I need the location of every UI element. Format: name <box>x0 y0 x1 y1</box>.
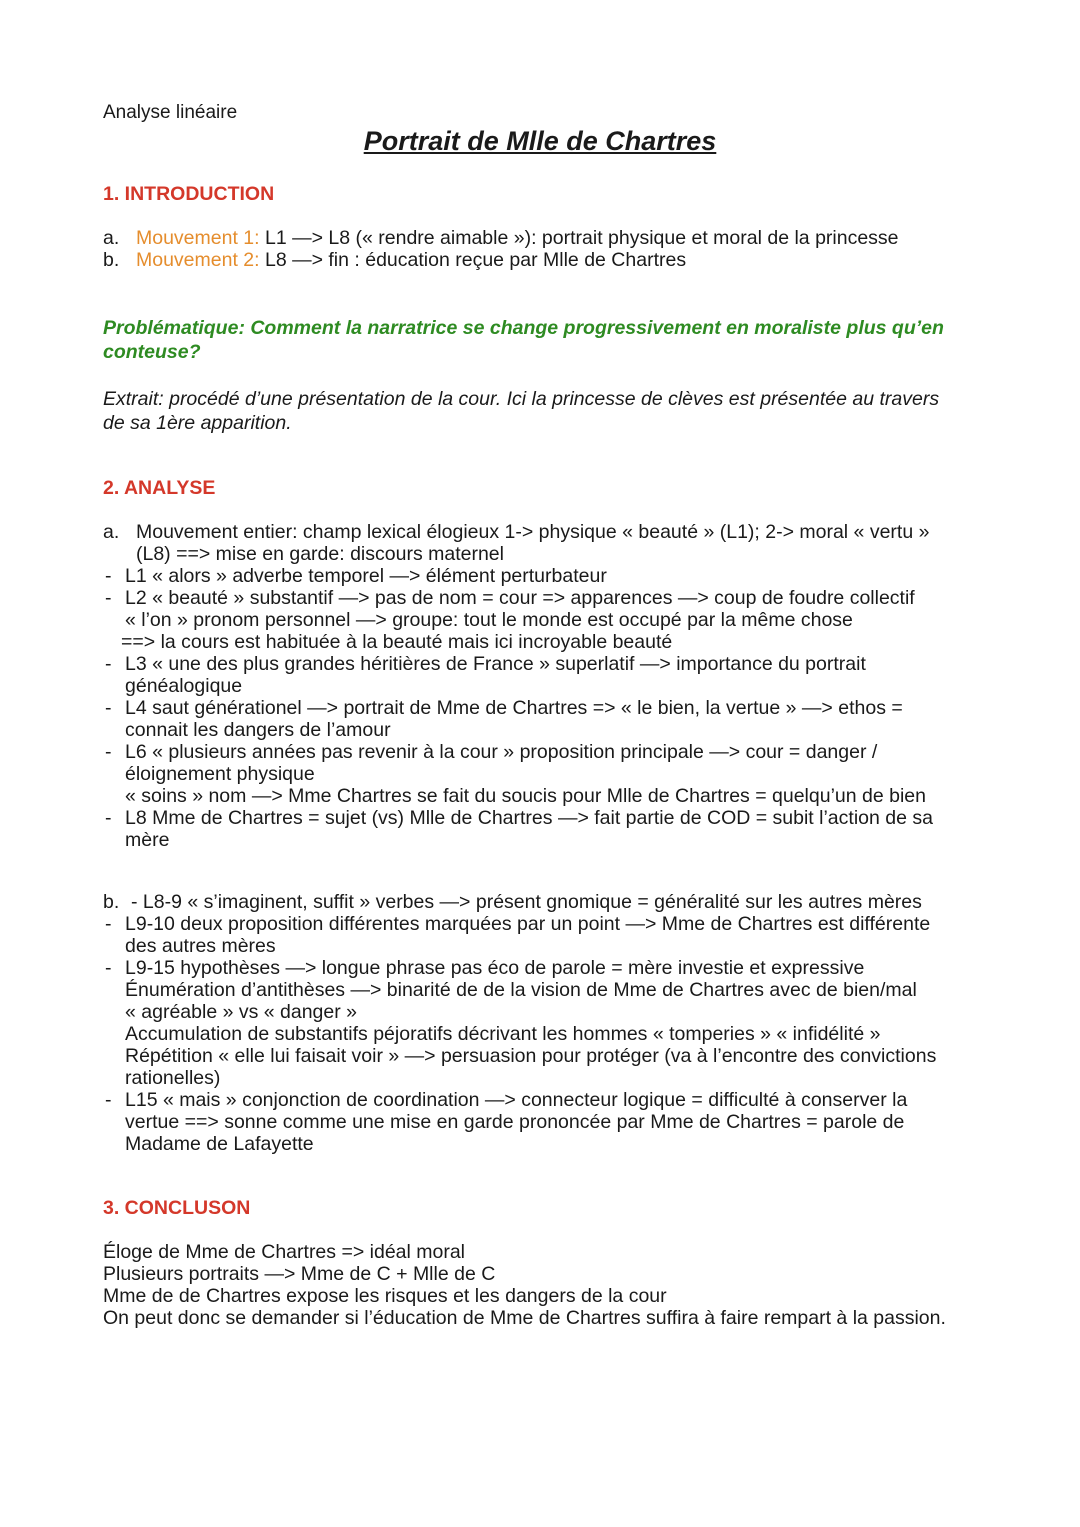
analysis-line: Mouvement entier: champ lexical élogieux 1-> physique « beauté » (L1); 2-> moral « vertu » <box>136 521 930 543</box>
analysis-line: connait les dangers de l’amour <box>125 719 391 741</box>
analysis-line: Accumulation de substantifs péjoratifs décrivant les hommes « tomperies » « infidélité » <box>125 1023 881 1045</box>
analysis-line: « agréable » vs « danger » <box>125 1001 358 1023</box>
conclusion-text <box>103 1241 1003 1329</box>
analysis-line: L4 saut générationel —> portrait de Mme de Chartres => « le bien, la vertue » —> ethos = <box>125 697 903 719</box>
list-marker: a. <box>103 227 120 249</box>
analysis-line: ==> la cours est habituée à la beauté mais ici incroyable beauté <box>121 631 673 653</box>
analysis-line: éloignement physique <box>125 763 315 785</box>
analysis-line: « l’on » pronom personnel —> groupe: tout le monde est occupé par la même chose <box>125 609 853 631</box>
list-item <box>103 697 1003 719</box>
analysis-line: L9-10 deux proposition différentes marquées par un point —> Mme de Chartres est différente <box>125 913 931 935</box>
bullet-dash: - <box>105 653 112 675</box>
analysis-line: L1 « alors » adverbe temporel —> élément perturbateur <box>125 565 607 587</box>
conclusion-line: On peut donc se demander si l’éducation de Mme de Chartres suffira à faire rempart à la passion. <box>103 1307 946 1329</box>
list-item <box>103 741 1003 763</box>
analysis-line: Répétition « elle lui faisait voir » —> persuasion pour protéger (va à l’encontre des convictions <box>125 1045 937 1067</box>
list-marker: b. <box>103 891 120 913</box>
list-item <box>103 653 1003 675</box>
conclusion-line: Éloge de Mme de Chartres => idéal moral <box>103 1241 466 1263</box>
analysis-line: vertue ==> sonne comme une mise en garde prononcée par Mme de Chartres = parole de <box>125 1111 905 1133</box>
analysis-line: L15 « mais » conjonction de coordination —> connecteur logique = difficulté à conserver la <box>125 1089 908 1111</box>
analysis-line: Énumération d’antithèses —> binarité de de la vision de Mme de Chartres avec de bien/mal <box>125 979 917 1001</box>
conclusion-line: Plusieurs portraits —> Mme de C + Mlle de C <box>103 1263 496 1285</box>
analysis-line: « soins » nom —> Mme Chartres se fait du soucis pour Mlle de Chartres = quelqu’un de bien <box>125 785 926 807</box>
extrait-line: de sa 1ère apparition. <box>103 412 292 434</box>
bullet-dash: - <box>105 587 112 609</box>
document-title: Portrait de Mlle de Chartres <box>363 126 717 156</box>
list-item <box>103 913 1003 935</box>
list-item <box>103 891 1003 913</box>
analysis-line: L3 « une des plus grandes héritières de France » superlatif —> importance du portrait <box>125 653 866 675</box>
mouvement-text: L8 —> fin : éducation reçue par Mlle de Chartres <box>259 249 687 271</box>
analysis-line: L6 « plusieurs années pas revenir à la cour » proposition principale —> cour = danger / <box>125 741 878 763</box>
list-item <box>103 1089 1003 1111</box>
list-item <box>103 587 1003 609</box>
conclusion-line: Mme de de Chartres expose les risques et les dangers de la cour <box>103 1285 667 1307</box>
analysis-line: L8 Mme de Chartres = sujet (vs) Mlle de Chartres —> fait partie de COD = subit l’action de sa <box>125 807 933 829</box>
analysis-line: L9-15 hypothèses —> longue phrase pas éco de parole = mère investie et expressive <box>125 957 865 979</box>
list-item <box>103 249 1003 271</box>
mouvement-label: Mouvement 2: L8 —> fin : éducation reçue par Mlle de Chartres <box>136 249 687 271</box>
list-item <box>103 521 1003 543</box>
analysis-line: mère <box>125 829 170 851</box>
extrait <box>103 387 1003 435</box>
analysis-line: Madame de Lafayette <box>125 1133 314 1155</box>
analysis-line: (L8) ==> mise en garde: discours maternel <box>136 543 504 565</box>
bullet-dash: - <box>105 565 112 587</box>
section-heading-conclusion: 3. CONCLUSON <box>103 1197 251 1219</box>
bullet-dash: - <box>105 1089 112 1111</box>
bullet-dash: - <box>105 807 112 829</box>
analysis-line: - L8-9 « s’imaginent, suffit » verbes —> présent gnomique = généralité sur les autres mères <box>131 891 922 913</box>
analyse-part-a <box>103 521 1003 851</box>
problematique <box>103 316 1003 364</box>
analysis-line: rationelles) <box>125 1067 221 1089</box>
analyse-part-b <box>103 891 1003 1155</box>
problematique-line: Problématique: Comment la narratrice se change progressivement en moraliste plus qu’en <box>103 317 944 339</box>
extrait-line: Extrait: procédé d’une présentation de la cour. Ici la princesse de clèves est présentée au travers <box>103 388 940 410</box>
list-item <box>103 565 1003 587</box>
bullet-dash: - <box>105 697 112 719</box>
mouvements-list <box>103 227 1003 271</box>
analysis-line: des autres mères <box>125 935 276 957</box>
analysis-line: L2 « beauté » substantif —> pas de nom = cour => apparences —> coup de foudre collectif <box>125 587 915 609</box>
bullet-dash: - <box>105 741 112 763</box>
list-item <box>103 807 1003 829</box>
document-label: Analyse linéaire <box>103 102 238 123</box>
mouvement-label: Mouvement 1: L1 —> L8 (« rendre aimable »): portrait physique et moral de la princesse <box>136 227 899 249</box>
section-heading-introduction: 1. INTRODUCTION <box>103 183 275 205</box>
list-marker: b. <box>103 249 120 271</box>
list-item <box>103 227 1003 249</box>
problematique-line: conteuse? <box>103 341 201 363</box>
bullet-dash: - <box>105 957 112 979</box>
list-marker: a. <box>103 521 120 543</box>
bullet-dash: - <box>105 913 112 935</box>
list-item <box>103 957 1003 979</box>
analysis-line: généalogique <box>125 675 243 697</box>
section-heading-analyse: 2. ANALYSE <box>103 477 216 499</box>
mouvement-text: L1 —> L8 (« rendre aimable »): portrait physique et moral de la princesse <box>259 227 899 249</box>
